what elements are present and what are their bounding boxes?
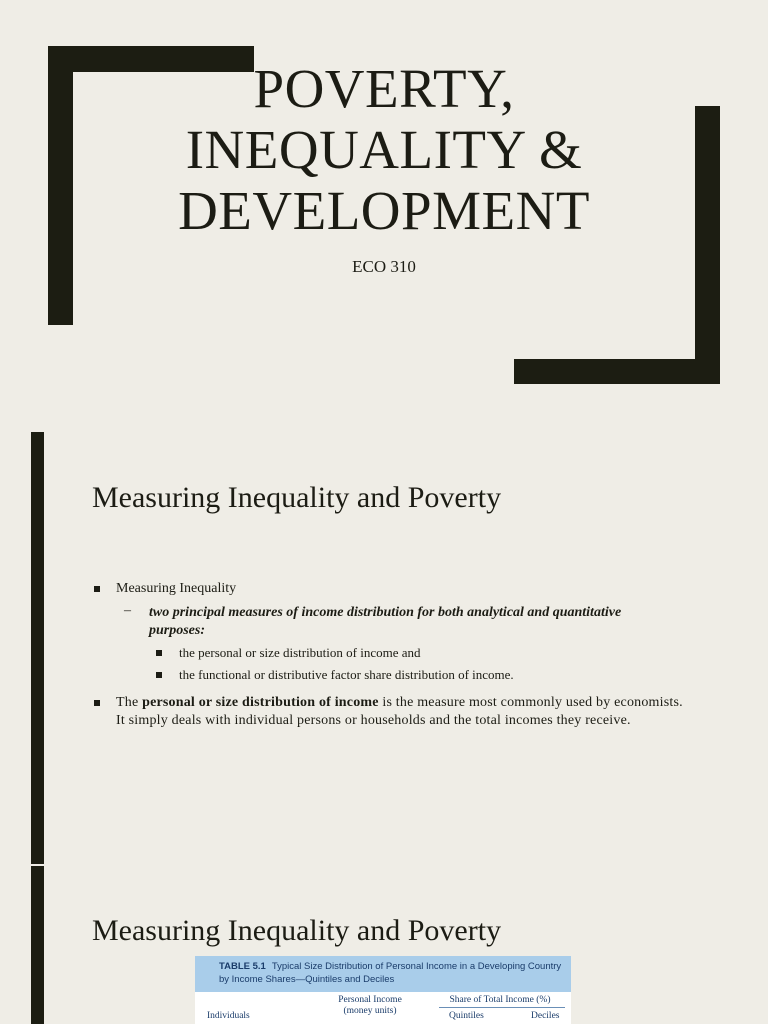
text-prefix: The bbox=[116, 695, 143, 710]
text-rest: is the measure most commonly used by economists. It simply deals with individual persons or households and the total incomes they receive. bbox=[116, 695, 683, 728]
income-distribution-table bbox=[195, 956, 571, 1024]
sub-bullet-two-measures: two principal measures of income distribution for both analytical and quantitative purposes: bbox=[149, 605, 622, 638]
slide-heading: Measuring Inequality and Poverty bbox=[92, 914, 502, 947]
col-share: Share of Total Income (%) bbox=[449, 995, 551, 1005]
slide-heading: Measuring Inequality and Poverty bbox=[92, 481, 502, 514]
title-line-1: POVERTY, bbox=[253, 58, 515, 119]
slide-title bbox=[0, 58, 768, 241]
col-individuals: Individuals bbox=[207, 1011, 250, 1021]
table-header bbox=[195, 956, 571, 992]
left-accent-bar bbox=[31, 432, 44, 864]
table-title: Typical Size Distribution of Personal Income in a Developing Country by Income Shares—Quintiles and Deciles bbox=[219, 961, 562, 985]
frame-bar-bottom-right-horizontal bbox=[514, 359, 720, 384]
sub-item-personal: the personal or size distribution of income and bbox=[179, 645, 421, 660]
bullet-square-icon bbox=[156, 650, 162, 656]
bullet-personal-distribution bbox=[116, 694, 691, 730]
table-label: TABLE 5.1 bbox=[219, 961, 266, 972]
bullet-square-icon bbox=[156, 672, 162, 678]
bullet-square-icon bbox=[94, 700, 100, 706]
col-personal-income: Personal Income (money units) bbox=[338, 995, 402, 1016]
left-accent-bar bbox=[31, 866, 44, 1024]
text-bold: personal or size distribution of income bbox=[142, 695, 379, 710]
title-slide bbox=[0, 0, 768, 430]
col-quintiles: Quintiles bbox=[449, 1011, 484, 1021]
title-line-3: DEVELOPMENT bbox=[178, 180, 590, 241]
col-deciles: Deciles bbox=[531, 1011, 560, 1021]
slide-subtitle: ECO 310 bbox=[352, 257, 416, 276]
content-slide-2 bbox=[0, 866, 768, 1024]
sub-item-functional: the functional or distributive factor share distribution of income. bbox=[179, 667, 514, 682]
header-underline bbox=[439, 1007, 565, 1008]
title-line-2: INEQUALITY & bbox=[185, 119, 583, 180]
bullet-measuring-inequality: Measuring Inequality bbox=[116, 581, 237, 596]
content-slide-1 bbox=[0, 432, 768, 864]
bullet-square-icon bbox=[94, 586, 100, 592]
dash-icon: – bbox=[124, 603, 131, 618]
